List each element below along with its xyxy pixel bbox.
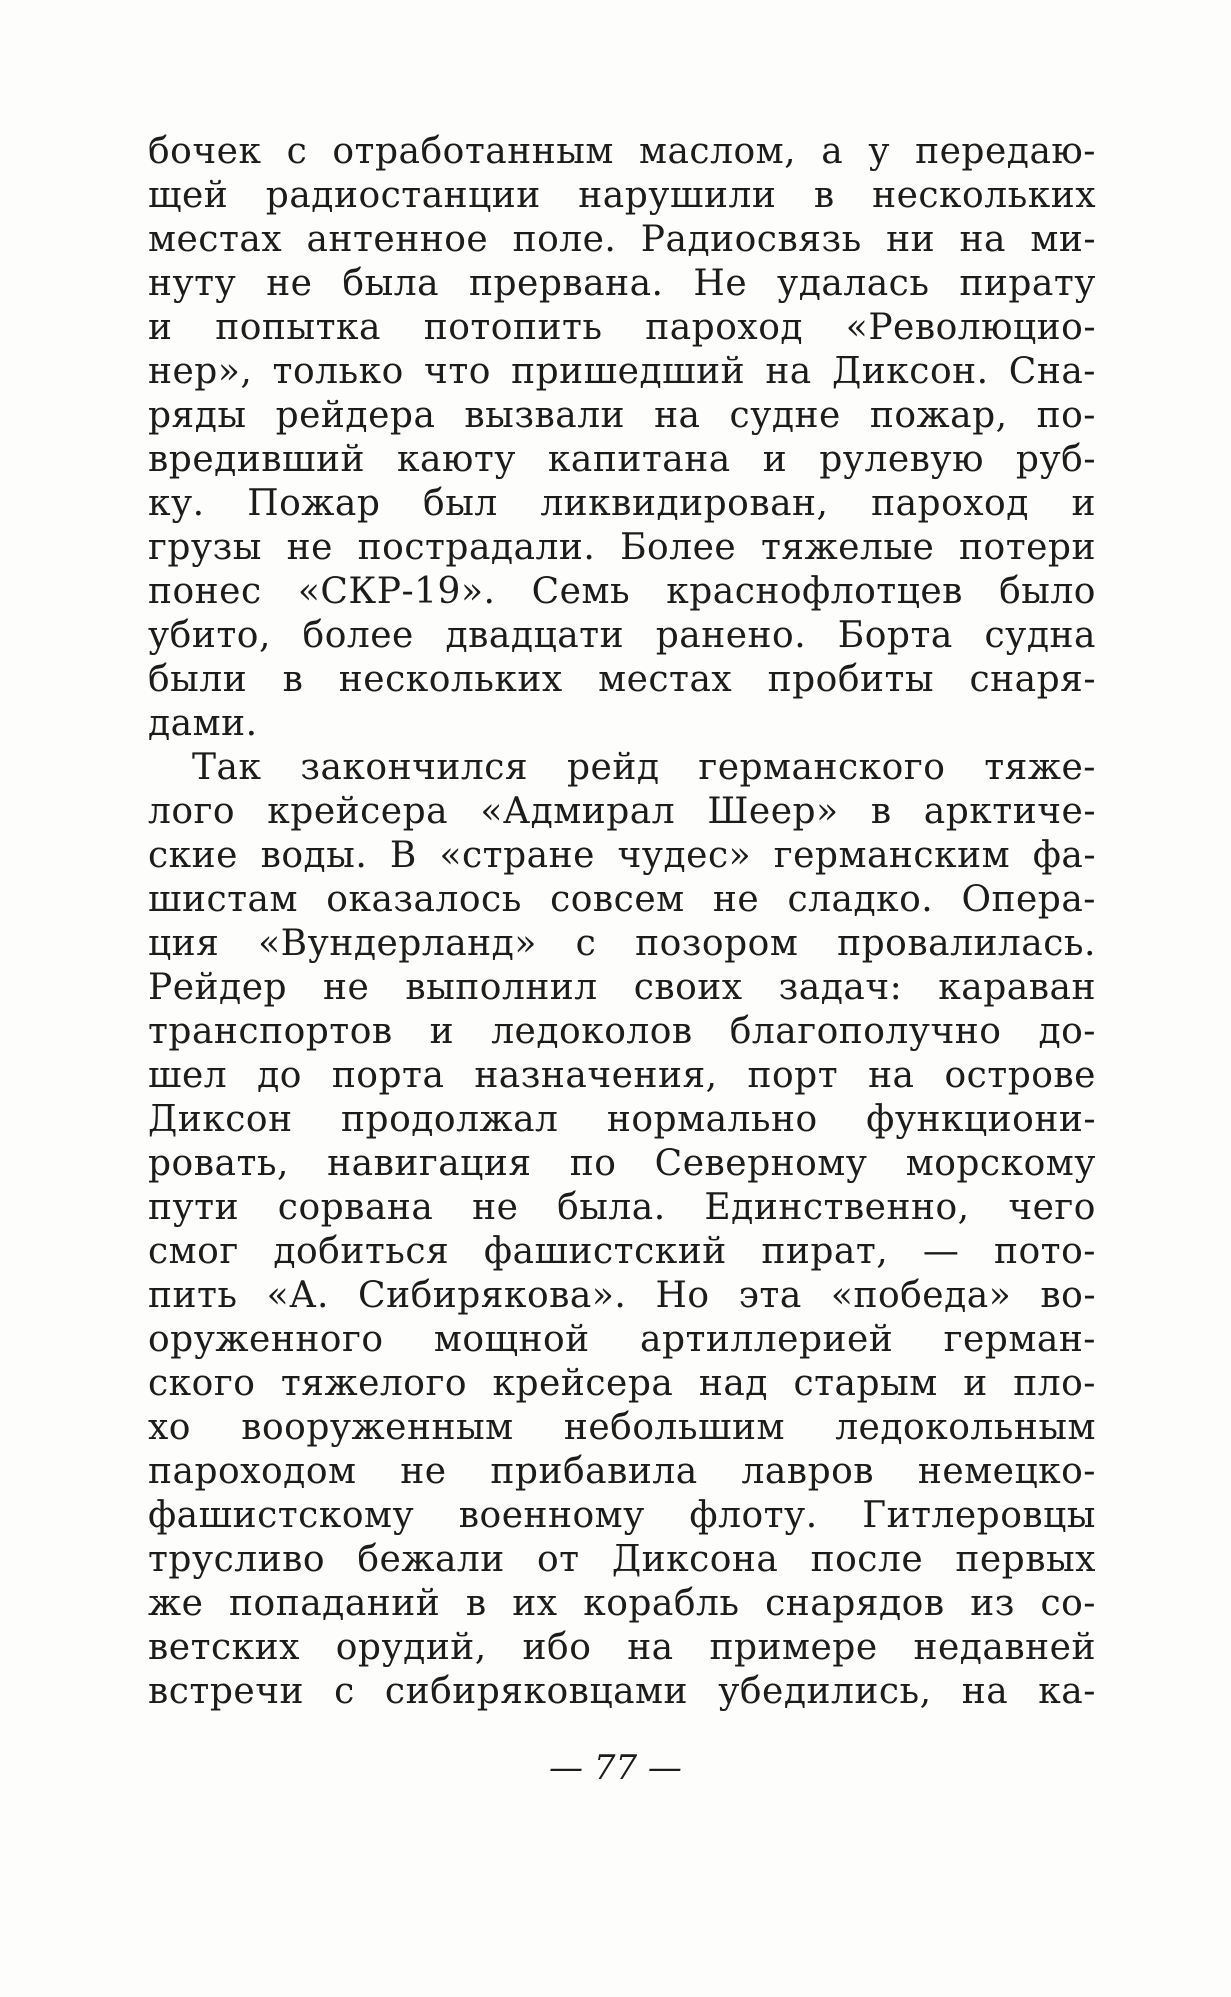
text-line: ветских орудий, ибо на примере недавней — [148, 1627, 1096, 1668]
text-line: ровать, навигация по Северному морскому — [148, 1143, 1096, 1184]
text-line: были в нескольких местах пробиты снаря- — [148, 659, 1096, 700]
text-line: лого крейсера «Адмирал Шеер» в арктиче- — [148, 791, 1096, 832]
text-line: оруженного мощной артиллерией герман- — [148, 1319, 1096, 1360]
paragraph — [148, 746, 1096, 1714]
text-line: хо вооруженным небольшим ледокольным — [148, 1407, 1096, 1448]
text-line: Диксон продолжал нормально функциони- — [148, 1099, 1096, 1140]
text-line: ские воды. В «стране чудес» германским фа- — [148, 835, 1096, 876]
text-line: ского тяжелого крейсера над старым и пло- — [148, 1363, 1096, 1404]
text-line: трусливо бежали от Диксона после первых — [148, 1539, 1096, 1580]
text-line: нуту не была прервана. Не удалась пирату — [148, 263, 1096, 304]
paragraph — [148, 130, 1096, 746]
text-line: пути сорвана не была. Единственно, чего — [148, 1187, 1096, 1228]
text-line: вредивший каюту капитана и рулевую руб- — [148, 439, 1096, 480]
text-line: ку. Пожар был ликвидирован, пароход и — [148, 483, 1096, 524]
text-line: встречи с сибиряковцами убедились, на ка- — [148, 1671, 1096, 1712]
text-line: убито, более двадцати ранено. Борта судна — [148, 615, 1096, 656]
text-line: щей радиостанции нарушили в нескольких — [148, 175, 1096, 216]
text-line: транспортов и ледоколов благополучно до- — [148, 1011, 1096, 1052]
text-line: же попаданий в их корабль снарядов из со- — [148, 1583, 1096, 1624]
text-line: шел до порта назначения, порт на острове — [148, 1055, 1096, 1096]
text-line: шистам оказалось совсем не сладко. Опера- — [148, 879, 1096, 920]
text-line: Рейдер не выполнил своих задач: караван — [148, 967, 1096, 1008]
text-line: ция «Вундерланд» с позором провалилась. — [148, 923, 1096, 964]
text-line: грузы не пострадали. Более тяжелые потери — [148, 527, 1096, 568]
text-line: нер», только что пришедший на Диксон. Сна- — [148, 351, 1096, 392]
page-number: — 77 — — [549, 1748, 682, 1788]
text-line: бочек с отработанным маслом, а у передаю- — [148, 131, 1096, 172]
text-line: пароходом не прибавила лавров немецко- — [148, 1451, 1096, 1492]
text-line: фашистскому военному флоту. Гитлеровцы — [148, 1495, 1096, 1536]
text-line: дами. — [148, 703, 258, 744]
text-line: местах антенное поле. Радиосвязь ни на ми- — [148, 219, 1096, 260]
text-line: понес «СКР-19». Семь краснофлотцев было — [148, 571, 1096, 612]
text-line: смог добиться фашистский пират, — пото- — [148, 1231, 1096, 1272]
text-line: и попытка потопить пароход «Революцио- — [148, 307, 1096, 348]
text-line: пить «А. Сибирякова». Но эта «победа» во- — [148, 1275, 1096, 1316]
text-line: Так закончился рейд германского тяже- — [192, 747, 1096, 788]
body-text — [148, 130, 1096, 1714]
text-line: ряды рейдера вызвали на судне пожар, по- — [148, 395, 1096, 436]
